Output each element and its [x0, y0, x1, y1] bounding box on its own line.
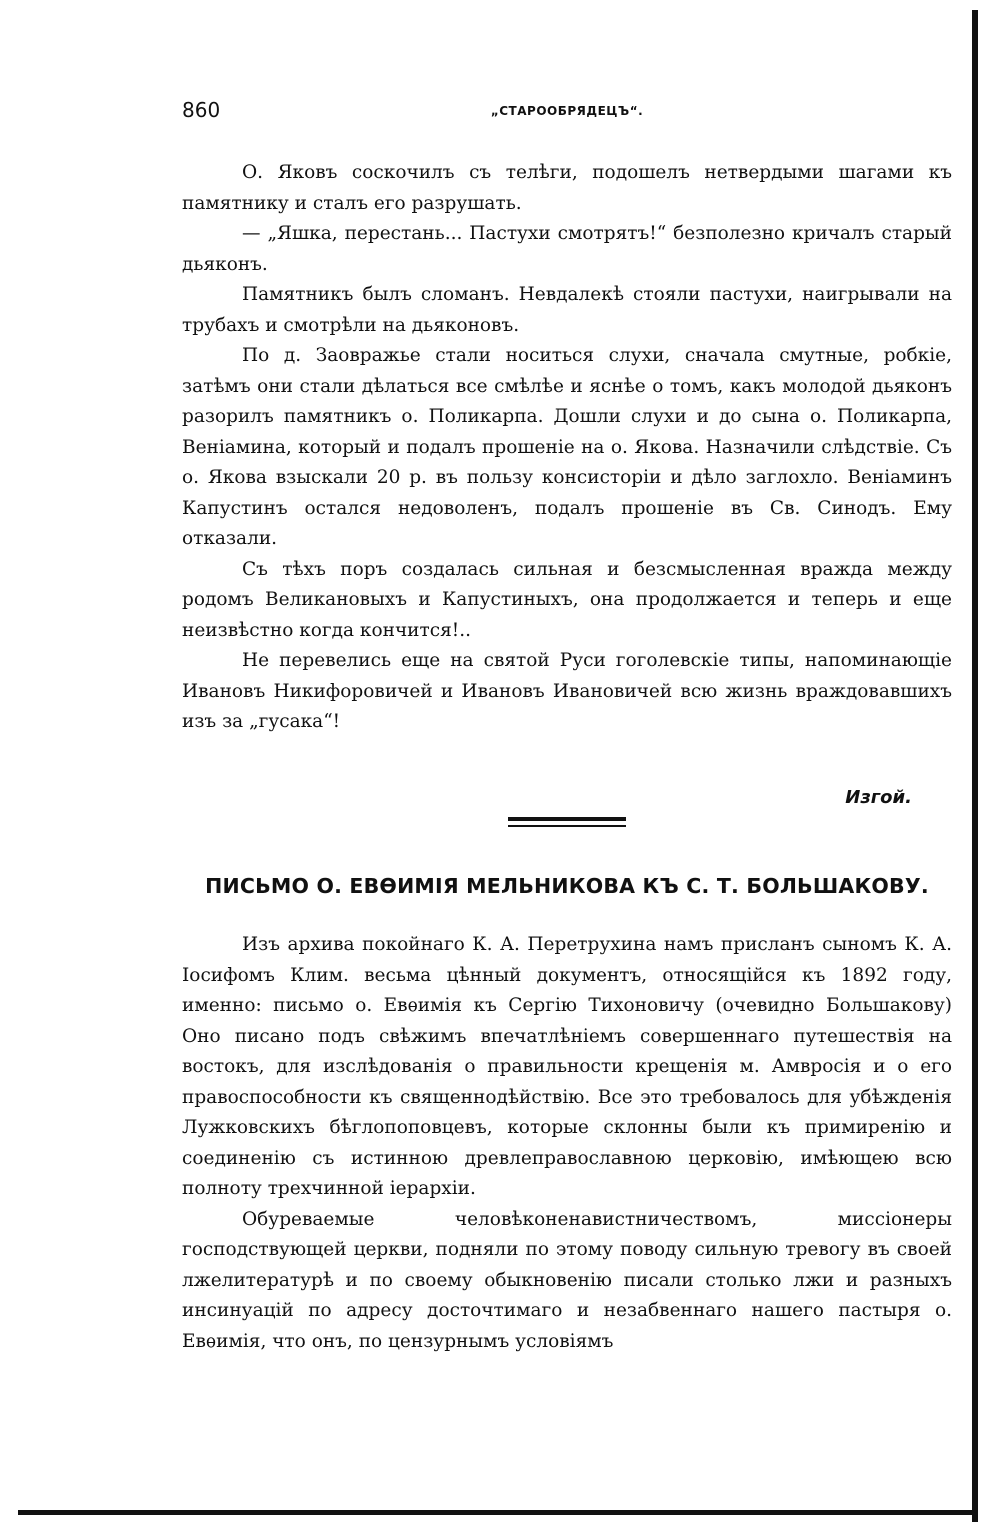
paragraph: Обуреваемые человѣконенавистничествомъ, миссіонеры господствующей церкви, подняли по этому поводу сильную тревогу въ своей лжелитературѣ и по своему обыкновенію писали столько лжи и разныхъ инсинуацій по адресу досточтимаго и незабвеннаго нашего пастыря о. Евѳимія, что онъ, по цензурнымъ условіямъ [182, 1208, 952, 1352]
letter-introduction [182, 930, 952, 1357]
page-frame-right-border [972, 10, 978, 1522]
page-number: 860 [182, 98, 221, 122]
paragraph: Изъ архива покойнаго К. А. Перетрухина намъ присланъ сыномъ К. А. Іосифомъ Клим. весьма цѣнный документъ, относящійся къ 1892 году, именно: письмо о. Евѳимія къ Сергію Тихоновичу (очевидно Большакову) Оно писано подъ свѣжимъ впечатлѣніемъ совершеннаго путешествія на востокъ, для изслѣдованія о правильности крещенія м. Амвросія и о его правоспособности къ священнодѣйствію. Все это требовалось для убѣжденія Лужковскихъ бѣглопоповцевъ, которые склонны были къ примиренію и соединенію съ истинною древлеправославною церковію, имѣющею всю полноту трехчинной іерархіи. [182, 934, 952, 1199]
article-ending [182, 158, 952, 738]
section-heading: ПИСЬМО О. ЕВѲИМІЯ МЕЛЬНИКОВА КЪ С. Т. БОЛЬШАКОВУ. [205, 874, 929, 898]
paragraph: Памятникъ былъ сломанъ. Невдалекѣ стояли пастухи, наигрывали на трубахъ и смотрѣли на дьяконовъ. [182, 284, 952, 336]
section-divider-thin [508, 825, 626, 827]
paragraph: Не перевелись еще на святой Руси гоголевскіе типы, напоминающіе Ивановъ Никифоровичей и Ивановъ Ивановичей всю жизнь враждовавшихъ изъ за „гусака“! [182, 650, 952, 732]
section-divider [508, 817, 626, 821]
running-title: „СТАРООБРЯДЕЦЪ“. [490, 104, 644, 118]
page-frame-bottom-border [18, 1510, 976, 1515]
paragraph: Съ тѣхъ поръ создалась сильная и безсмысленная вражда между родомъ Великановыхъ и Капустиныхъ, она продолжается и теперь и еще неизвѣстно когда кончится!.. [182, 558, 952, 641]
author-signature: Изгой. [845, 787, 912, 808]
paragraph: — „Яшка, перестань... Пастухи смотрятъ!“ безполезно кричалъ старый дьяконъ. [182, 223, 952, 275]
page-header [182, 98, 952, 128]
paragraph: О. Яковъ соскочилъ съ телѣги, подошелъ нетвердыми шагами къ памятнику и сталъ его разрушать. [182, 162, 952, 214]
paragraph: По д. Заовражье стали носиться слухи, сначала смутные, робкіе, затѣмъ они стали дѣлаться все смѣлѣе и яснѣе о томъ, какъ молодой дьяконъ разорилъ памятникъ о. Поликарпа. Дошли слухи и до сына о. Поликарпа, Веніамина, который и подалъ прошеніе на о. Якова. Назначили слѣдствіе. Съ о. Якова взыскали 20 р. въ пользу консисторіи и дѣло заглохло. Веніаминъ Капустинъ остался недоволенъ, подалъ прошеніе въ Св. Синодъ. Ему отказали. [182, 345, 952, 549]
